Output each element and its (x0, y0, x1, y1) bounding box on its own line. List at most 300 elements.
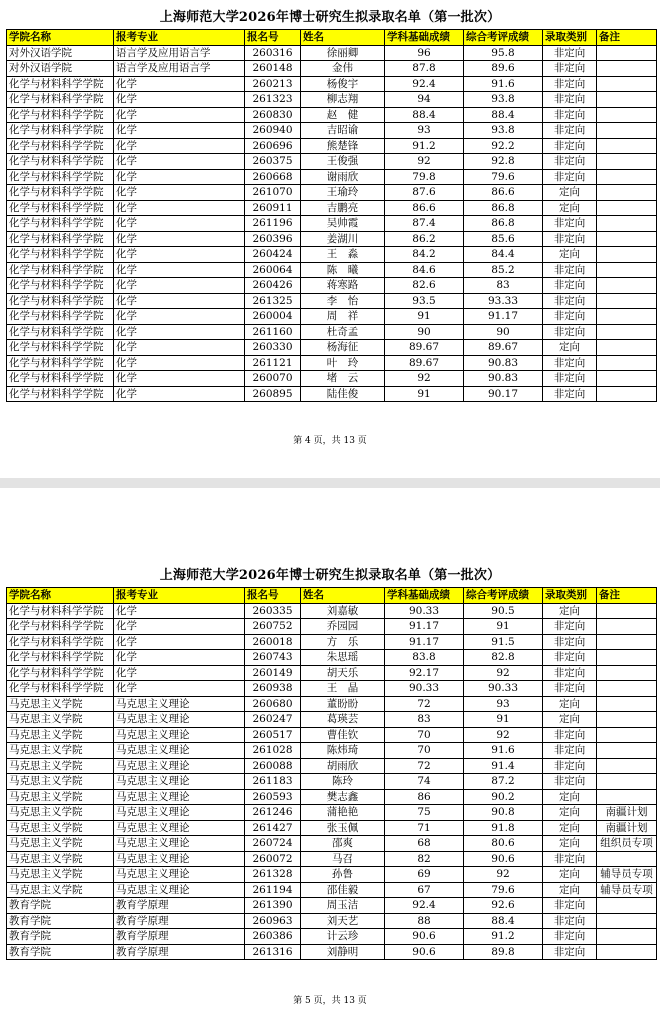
registration-no-cell: 260072 (245, 851, 301, 867)
base-score-cell: 72 (385, 696, 464, 712)
base-score-cell: 90.33 (385, 603, 464, 619)
registration-no-cell: 260940 (245, 123, 301, 139)
college-cell: 化学与材料科学学院 (7, 216, 114, 232)
major-cell: 化学 (114, 665, 245, 681)
overall-score-cell: 90.2 (464, 789, 543, 805)
major-cell: 化学 (114, 107, 245, 123)
overall-score-cell: 85.2 (464, 262, 543, 278)
remark-cell (597, 200, 657, 216)
table-row (7, 789, 657, 805)
base-score-cell: 87.4 (385, 216, 464, 232)
remark-cell (597, 712, 657, 728)
registration-no-cell: 260375 (245, 154, 301, 170)
major-cell: 化学 (114, 355, 245, 371)
major-cell: 化学 (114, 138, 245, 154)
registration-no-cell: 261328 (245, 867, 301, 883)
remark-cell (597, 743, 657, 759)
remark-cell (597, 45, 657, 61)
name-cell: 王 晶 (301, 681, 385, 697)
registration-no-cell: 260668 (245, 169, 301, 185)
table-row (7, 154, 657, 170)
major-cell: 化学 (114, 603, 245, 619)
name-cell: 蒋寒路 (301, 278, 385, 294)
overall-score-cell: 86.8 (464, 216, 543, 232)
overall-score-cell: 93 (464, 696, 543, 712)
remark-cell: 辅导员专项 (597, 867, 657, 883)
remark-cell (597, 355, 657, 371)
remark-cell (597, 913, 657, 929)
name-cell: 张玉佩 (301, 820, 385, 836)
name-cell: 王俊强 (301, 154, 385, 170)
admission-type-cell: 非定向 (543, 371, 597, 387)
admission-type-cell: 定向 (543, 340, 597, 356)
college-cell: 化学与材料科学学院 (7, 371, 114, 387)
table-header (7, 30, 657, 46)
college-cell: 化学与材料科学学院 (7, 138, 114, 154)
overall-score-cell: 92 (464, 727, 543, 743)
remark-cell (597, 650, 657, 666)
column-header: 学科基础成绩 (385, 30, 464, 46)
college-cell: 马克思主义学院 (7, 820, 114, 836)
name-cell: 邵爽 (301, 836, 385, 852)
major-cell: 马克思主义理论 (114, 727, 245, 743)
base-score-cell: 92 (385, 154, 464, 170)
registration-no-cell: 260830 (245, 107, 301, 123)
overall-score-cell: 92.2 (464, 138, 543, 154)
admission-type-cell: 非定向 (543, 92, 597, 108)
college-cell: 化学与材料科学学院 (7, 278, 114, 294)
major-cell: 化学 (114, 76, 245, 92)
overall-score-cell: 92 (464, 867, 543, 883)
remark-cell (597, 898, 657, 914)
remark-cell (597, 262, 657, 278)
major-cell: 教育学原理 (114, 898, 245, 914)
base-score-cell: 79.8 (385, 169, 464, 185)
major-cell: 语言学及应用语言学 (114, 45, 245, 61)
remark-cell (597, 929, 657, 945)
table-row (7, 727, 657, 743)
name-cell: 杨海征 (301, 340, 385, 356)
admission-type-cell: 非定向 (543, 355, 597, 371)
college-cell: 化学与材料科学学院 (7, 340, 114, 356)
overall-score-cell: 84.4 (464, 247, 543, 263)
base-score-cell: 94 (385, 92, 464, 108)
college-cell: 教育学院 (7, 898, 114, 914)
college-cell: 对外汉语学院 (7, 45, 114, 61)
major-cell: 教育学原理 (114, 913, 245, 929)
base-score-cell: 91.17 (385, 634, 464, 650)
remark-cell (597, 774, 657, 790)
major-cell: 化学 (114, 123, 245, 139)
name-cell: 方 乐 (301, 634, 385, 650)
registration-no-cell: 260743 (245, 650, 301, 666)
remark-cell (597, 185, 657, 201)
overall-score-cell: 91.6 (464, 76, 543, 92)
base-score-cell: 92.4 (385, 898, 464, 914)
base-score-cell: 93.5 (385, 293, 464, 309)
table-body (7, 603, 657, 960)
table-row (7, 619, 657, 635)
base-score-cell: 71 (385, 820, 464, 836)
column-header: 综合考评成绩 (464, 30, 543, 46)
overall-score-cell: 82.8 (464, 650, 543, 666)
college-cell: 化学与材料科学学院 (7, 154, 114, 170)
overall-score-cell: 89.8 (464, 944, 543, 960)
overall-score-cell: 87.2 (464, 774, 543, 790)
overall-score-cell: 91.4 (464, 758, 543, 774)
registration-no-cell: 261325 (245, 293, 301, 309)
major-cell: 马克思主义理论 (114, 696, 245, 712)
base-score-cell: 89.67 (385, 355, 464, 371)
remark-cell (597, 340, 657, 356)
base-score-cell: 92.4 (385, 76, 464, 92)
college-cell: 化学与材料科学学院 (7, 262, 114, 278)
base-score-cell: 88 (385, 913, 464, 929)
remark-cell (597, 123, 657, 139)
remark-cell (597, 681, 657, 697)
table-row (7, 696, 657, 712)
major-cell: 马克思主义理论 (114, 836, 245, 852)
name-cell: 李 怡 (301, 293, 385, 309)
base-score-cell: 86.6 (385, 200, 464, 216)
college-cell: 化学与材料科学学院 (7, 309, 114, 325)
admission-type-cell: 非定向 (543, 743, 597, 759)
college-cell: 化学与材料科学学院 (7, 681, 114, 697)
remark-cell (597, 61, 657, 77)
major-cell: 化学 (114, 340, 245, 356)
table-row (7, 774, 657, 790)
overall-score-cell: 91 (464, 712, 543, 728)
registration-no-cell: 261246 (245, 805, 301, 821)
remark-cell (597, 107, 657, 123)
table-row (7, 882, 657, 898)
admission-type-cell: 定向 (543, 696, 597, 712)
registration-no-cell: 260938 (245, 681, 301, 697)
base-score-cell: 90.6 (385, 929, 464, 945)
name-cell: 金伟 (301, 61, 385, 77)
college-cell: 化学与材料科学学院 (7, 247, 114, 263)
admission-type-cell: 非定向 (543, 774, 597, 790)
remark-cell: 南疆计划 (597, 820, 657, 836)
remark-cell (597, 758, 657, 774)
registration-no-cell: 260680 (245, 696, 301, 712)
table-row (7, 805, 657, 821)
admission-type-cell: 非定向 (543, 154, 597, 170)
registration-no-cell: 260018 (245, 634, 301, 650)
registration-no-cell: 261323 (245, 92, 301, 108)
admission-type-cell: 非定向 (543, 634, 597, 650)
admission-type-cell: 非定向 (543, 913, 597, 929)
base-score-cell: 87.6 (385, 185, 464, 201)
overall-score-cell: 91.6 (464, 743, 543, 759)
table-row (7, 355, 657, 371)
remark-cell (597, 727, 657, 743)
overall-score-cell: 83 (464, 278, 543, 294)
college-cell: 马克思主义学院 (7, 867, 114, 883)
name-cell: 胡天乐 (301, 665, 385, 681)
major-cell: 马克思主义理论 (114, 774, 245, 790)
table-row (7, 898, 657, 914)
remark-cell (597, 169, 657, 185)
overall-score-cell: 91 (464, 619, 543, 635)
name-cell: 董盼盼 (301, 696, 385, 712)
admission-type-cell: 定向 (543, 882, 597, 898)
admission-type-cell: 非定向 (543, 898, 597, 914)
major-cell: 化学 (114, 200, 245, 216)
admission-type-cell: 定向 (543, 185, 597, 201)
table-row (7, 758, 657, 774)
name-cell: 周 祥 (301, 309, 385, 325)
base-score-cell: 83.8 (385, 650, 464, 666)
table-row (7, 743, 657, 759)
college-cell: 马克思主义学院 (7, 851, 114, 867)
column-header: 学院名称 (7, 30, 114, 46)
remark-cell (597, 293, 657, 309)
name-cell: 吉昭谕 (301, 123, 385, 139)
registration-no-cell: 260148 (245, 61, 301, 77)
registration-no-cell: 260424 (245, 247, 301, 263)
table-row (7, 944, 657, 960)
base-score-cell: 90 (385, 324, 464, 340)
table-row (7, 45, 657, 61)
admission-type-cell: 非定向 (543, 76, 597, 92)
major-cell: 化学 (114, 262, 245, 278)
base-score-cell: 67 (385, 882, 464, 898)
admission-type-cell: 非定向 (543, 929, 597, 945)
table-row (7, 262, 657, 278)
college-cell: 教育学院 (7, 944, 114, 960)
remark-cell (597, 154, 657, 170)
name-cell: 陈 曦 (301, 262, 385, 278)
college-cell: 化学与材料科学学院 (7, 107, 114, 123)
table-row (7, 61, 657, 77)
registration-no-cell: 260070 (245, 371, 301, 387)
college-cell: 马克思主义学院 (7, 743, 114, 759)
registration-no-cell: 261183 (245, 774, 301, 790)
name-cell: 堵 云 (301, 371, 385, 387)
overall-score-cell: 89.6 (464, 61, 543, 77)
name-cell: 叶 玲 (301, 355, 385, 371)
major-cell: 化学 (114, 231, 245, 247)
name-cell: 刘静明 (301, 944, 385, 960)
overall-score-cell: 80.6 (464, 836, 543, 852)
registration-no-cell: 261070 (245, 185, 301, 201)
remark-cell (597, 324, 657, 340)
major-cell: 教育学原理 (114, 929, 245, 945)
page-footer: 第 4 页，共 13 页 (293, 436, 367, 446)
major-cell: 化学 (114, 247, 245, 263)
registration-no-cell: 261028 (245, 743, 301, 759)
registration-no-cell: 260593 (245, 789, 301, 805)
remark-cell: 辅导员专项 (597, 882, 657, 898)
name-cell: 熊楚锋 (301, 138, 385, 154)
name-cell: 刘天艺 (301, 913, 385, 929)
admission-type-cell: 非定向 (543, 650, 597, 666)
major-cell: 化学 (114, 324, 245, 340)
registration-no-cell: 260088 (245, 758, 301, 774)
remark-cell (597, 944, 657, 960)
registration-no-cell: 260335 (245, 603, 301, 619)
overall-score-cell: 92.6 (464, 898, 543, 914)
major-cell: 马克思主义理论 (114, 851, 245, 867)
admission-type-cell: 定向 (543, 805, 597, 821)
table-row (7, 231, 657, 247)
overall-score-cell: 91.2 (464, 929, 543, 945)
column-header: 报名号 (245, 30, 301, 46)
admission-type-cell: 非定向 (543, 386, 597, 402)
table-row (7, 712, 657, 728)
admission-type-cell: 非定向 (543, 324, 597, 340)
table-row (7, 138, 657, 154)
major-cell: 马克思主义理论 (114, 867, 245, 883)
table-row (7, 851, 657, 867)
college-cell: 化学与材料科学学院 (7, 169, 114, 185)
remark-cell: 南疆计划 (597, 805, 657, 821)
name-cell: 邵佳毅 (301, 882, 385, 898)
remark-cell: 组织员专项 (597, 836, 657, 852)
registration-no-cell: 260316 (245, 45, 301, 61)
overall-score-cell: 90.8 (464, 805, 543, 821)
base-score-cell: 96 (385, 45, 464, 61)
name-cell: 周玉洁 (301, 898, 385, 914)
name-cell: 乔园园 (301, 619, 385, 635)
name-cell: 孙鲁 (301, 867, 385, 883)
base-score-cell: 84.2 (385, 247, 464, 263)
overall-score-cell: 88.4 (464, 107, 543, 123)
base-score-cell: 91.17 (385, 619, 464, 635)
table-row (7, 603, 657, 619)
major-cell: 马克思主义理论 (114, 789, 245, 805)
overall-score-cell: 90.33 (464, 681, 543, 697)
table-row (7, 371, 657, 387)
document-page (0, 0, 660, 478)
admission-type-cell: 定向 (543, 820, 597, 836)
column-header: 备注 (597, 588, 657, 604)
name-cell: 马召 (301, 851, 385, 867)
column-header: 备注 (597, 30, 657, 46)
overall-score-cell: 95.8 (464, 45, 543, 61)
college-cell: 化学与材料科学学院 (7, 324, 114, 340)
major-cell: 马克思主义理论 (114, 805, 245, 821)
admission-type-cell: 非定向 (543, 619, 597, 635)
table-row (7, 76, 657, 92)
registration-no-cell: 260247 (245, 712, 301, 728)
college-cell: 化学与材料科学学院 (7, 386, 114, 402)
remark-cell (597, 92, 657, 108)
table-row (7, 278, 657, 294)
registration-no-cell: 261427 (245, 820, 301, 836)
column-header: 学科基础成绩 (385, 588, 464, 604)
remark-cell (597, 216, 657, 232)
base-score-cell: 82 (385, 851, 464, 867)
base-score-cell: 86 (385, 789, 464, 805)
table-row (7, 123, 657, 139)
overall-score-cell: 79.6 (464, 169, 543, 185)
registration-no-cell: 260213 (245, 76, 301, 92)
registration-no-cell: 260895 (245, 386, 301, 402)
name-cell: 陈炜琦 (301, 743, 385, 759)
base-score-cell: 72 (385, 758, 464, 774)
registration-no-cell: 261160 (245, 324, 301, 340)
column-header: 录取类别 (543, 588, 597, 604)
base-score-cell: 92.17 (385, 665, 464, 681)
overall-score-cell: 79.6 (464, 882, 543, 898)
college-cell: 马克思主义学院 (7, 727, 114, 743)
college-cell: 马克思主义学院 (7, 712, 114, 728)
base-score-cell: 90.33 (385, 681, 464, 697)
column-header: 报考专业 (114, 30, 245, 46)
registration-no-cell: 260004 (245, 309, 301, 325)
overall-score-cell: 93.33 (464, 293, 543, 309)
registration-no-cell: 260396 (245, 231, 301, 247)
page-separator (0, 478, 660, 488)
remark-cell (597, 76, 657, 92)
name-cell: 吴帅霞 (301, 216, 385, 232)
registration-no-cell: 261196 (245, 216, 301, 232)
name-cell: 姜湖川 (301, 231, 385, 247)
overall-score-cell: 86.6 (464, 185, 543, 201)
admission-type-cell: 非定向 (543, 169, 597, 185)
overall-score-cell: 88.4 (464, 913, 543, 929)
admission-type-cell: 非定向 (543, 107, 597, 123)
overall-score-cell: 91.8 (464, 820, 543, 836)
base-score-cell: 91 (385, 386, 464, 402)
registration-no-cell: 260330 (245, 340, 301, 356)
registration-no-cell: 260149 (245, 665, 301, 681)
major-cell: 化学 (114, 278, 245, 294)
admission-type-cell: 非定向 (543, 61, 597, 77)
overall-score-cell: 90.83 (464, 371, 543, 387)
table-row (7, 665, 657, 681)
major-cell: 马克思主义理论 (114, 820, 245, 836)
base-score-cell: 84.6 (385, 262, 464, 278)
page-title: 上海师范大学2026年博士研究生拟录取名单（第一批次） (159, 10, 501, 25)
remark-cell (597, 789, 657, 805)
column-header: 学院名称 (7, 588, 114, 604)
table-row (7, 309, 657, 325)
college-cell: 马克思主义学院 (7, 774, 114, 790)
name-cell: 王瑜玲 (301, 185, 385, 201)
admission-type-cell: 非定向 (543, 309, 597, 325)
remark-cell (597, 247, 657, 263)
overall-score-cell: 90.5 (464, 603, 543, 619)
overall-score-cell: 90.83 (464, 355, 543, 371)
base-score-cell: 68 (385, 836, 464, 852)
admission-type-cell: 非定向 (543, 45, 597, 61)
college-cell: 化学与材料科学学院 (7, 619, 114, 635)
college-cell: 化学与材料科学学院 (7, 634, 114, 650)
major-cell: 马克思主义理论 (114, 743, 245, 759)
registration-no-cell: 260752 (245, 619, 301, 635)
major-cell: 马克思主义理论 (114, 758, 245, 774)
table-row (7, 200, 657, 216)
document-page (0, 488, 660, 1010)
remark-cell (597, 309, 657, 325)
registration-no-cell: 261194 (245, 882, 301, 898)
base-score-cell: 86.2 (385, 231, 464, 247)
base-score-cell: 75 (385, 805, 464, 821)
overall-score-cell: 91.5 (464, 634, 543, 650)
college-cell: 化学与材料科学学院 (7, 603, 114, 619)
remark-cell (597, 386, 657, 402)
admission-type-cell: 定向 (543, 247, 597, 263)
major-cell: 马克思主义理论 (114, 882, 245, 898)
column-header: 报名号 (245, 588, 301, 604)
table-row (7, 929, 657, 945)
college-cell: 马克思主义学院 (7, 882, 114, 898)
base-score-cell: 89.67 (385, 340, 464, 356)
registration-no-cell: 260064 (245, 262, 301, 278)
